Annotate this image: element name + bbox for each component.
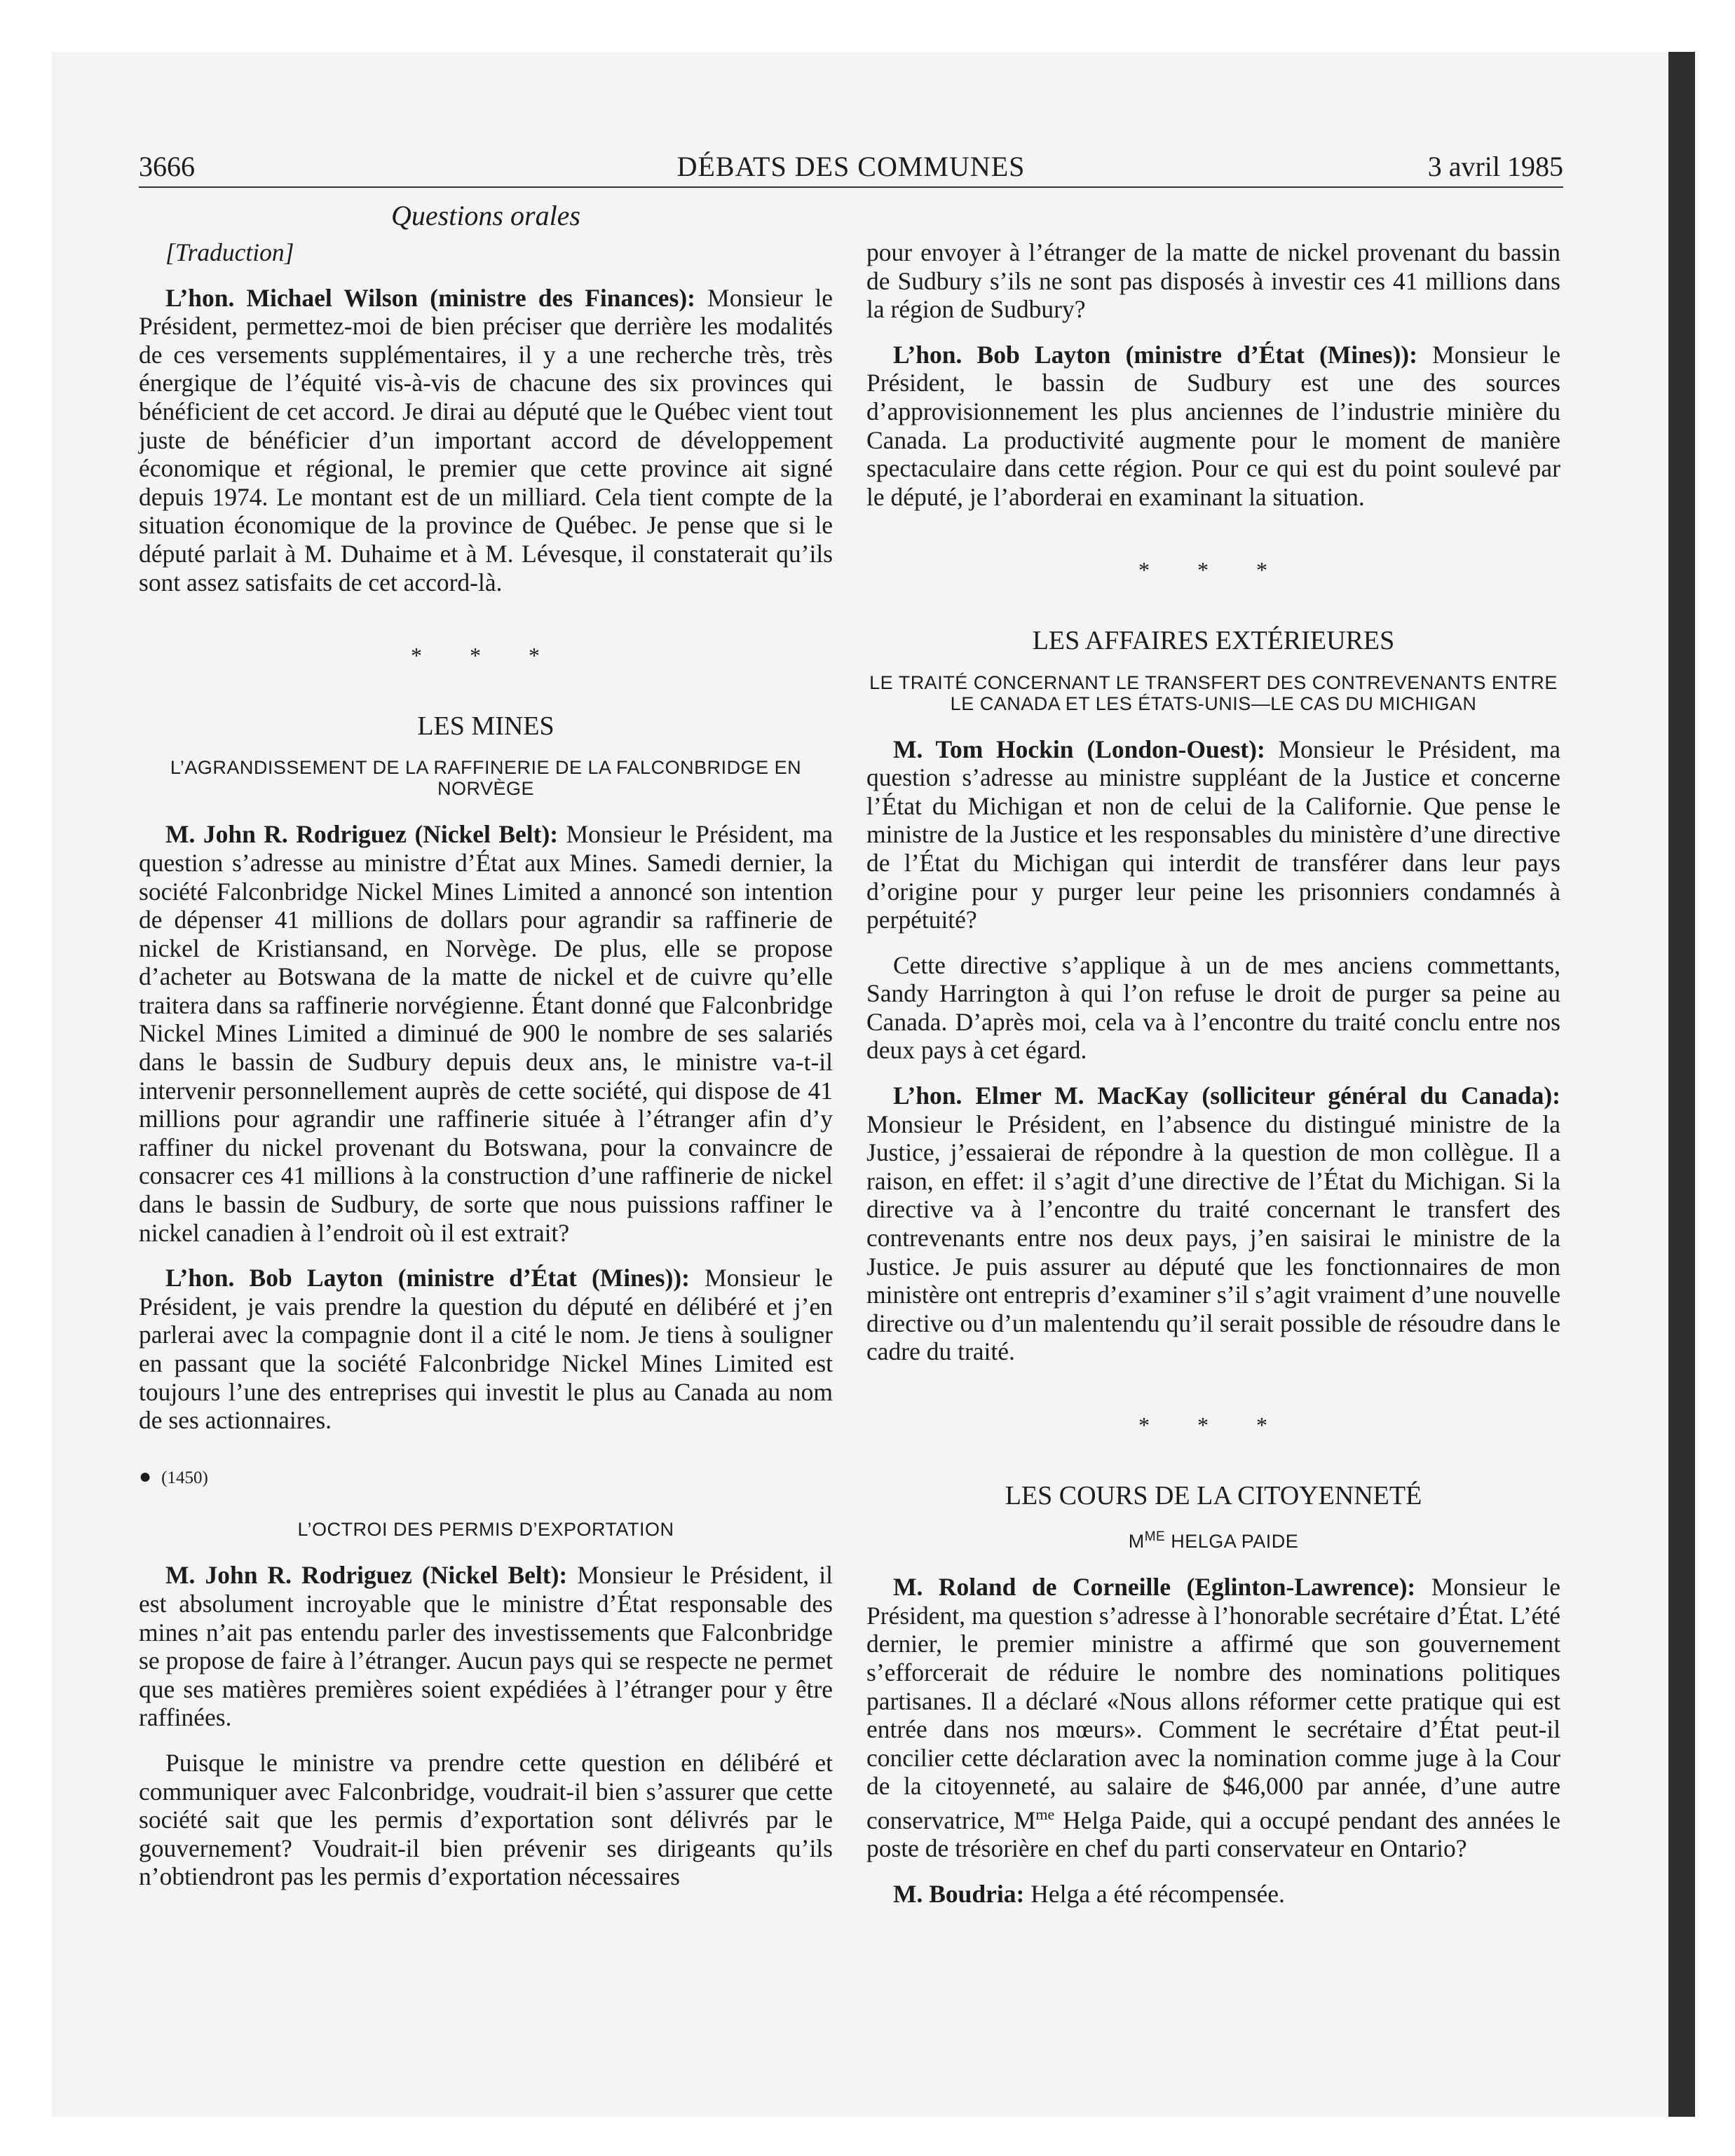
subsection-title-m: M (1128, 1531, 1145, 1553)
speech-text: Monsieur le Président, il est absolument incroyable que le ministre d’État responsable des mines n’ait pas entendu parler des investissements que Falconbridge se propose de faire à l’étranger. Aucun pays qui se respecte ne permet que ses matières premières soient expédiées à l’étranger pour y être raffinées. (139, 1561, 833, 1732)
superscript: me (1035, 1805, 1055, 1823)
speech-paragraph (866, 735, 1560, 934)
subsection-title: L’OCTROI DES PERMIS D’EXPORTATION (297, 1519, 674, 1541)
issue-date: 3 avril 1985 (1427, 151, 1563, 182)
speaker-name: M. Roland de Corneille (Eglinton-Lawrence): (893, 1573, 1416, 1602)
speech-text: Monsieur le Président, le bassin de Sudbury est une des sources d’approvisionnement les plus anciennes de l’industrie minière du Canada. La productivité augmente pour le moment de manière spectaculaire dans cette région. Pour ce qui est du point soulevé par le député, je l’aborderai en examinant la situation. (866, 340, 1560, 511)
speaker-name: M. Boudria: (893, 1879, 1025, 1908)
speech-paragraph (139, 1561, 833, 1732)
speech-paragraph (139, 1264, 833, 1435)
subsection-title-rest: HELGA PAIDE (1165, 1531, 1299, 1553)
speaker-name: M. Tom Hockin (London-Ouest): (893, 735, 1265, 763)
speech-paragraph: Cette directive s’applique à un de mes anciens commettants, Sandy Harrington à qui l’on refuse le droit de purger sa peine au Canada. D’après moi, cela va à l’encontre du traité conclu entre nos deux pays à cet égard. (866, 950, 1560, 1065)
speech-text: Monsieur le Président, ma question s’adresse au ministre suppléant de la Justice et concerne l’État du Michigan et non de celui de la Californie. Que pense le ministre de la Justice et les responsables du ministère d’une directive de l’État du Michigan qui interdit de transférer dans leur pays d’origine pour y purger leur peine les prisonniers condamnés à perpétuité? (866, 735, 1560, 934)
section-divider: * * * (1138, 1412, 1288, 1438)
subsection-title-sup: ME (1144, 1529, 1166, 1545)
timestamp (139, 1463, 833, 1493)
running-header (139, 144, 1563, 188)
speech-paragraph: Puisque le ministre va prendre cette question en délibéré et communiquer avec Falconbridge, voudrait-il bien s’assurer que cette société sait que les permis d’exportation sont délivrés par le gouvernement? Voudrait-il bien prévenir ses dirigeants qu’ils n’obtiendront pas les permis d’exportation nécessaires (139, 1748, 833, 1891)
section-title: LES MINES (417, 711, 554, 741)
section-title: LES COURS DE LA CITOYENNETÉ (1005, 1480, 1422, 1510)
speaker-name: L’hon. Michael Wilson (ministre des Finances): (165, 283, 696, 312)
section-title: LES AFFAIRES EXTÉRIEURES (1032, 625, 1395, 655)
section-divider: * * * (411, 643, 561, 669)
speaker-name: L’hon. Bob Layton (ministre d’État (Mines)): (165, 1264, 690, 1292)
speech-paragraph (139, 820, 833, 1247)
publication-title: DÉBATS DES COMMUNES (676, 151, 1026, 182)
speaker-name: L’hon. Bob Layton (ministre d’État (Mines)): (893, 340, 1417, 369)
speaker-name: M. John R. Rodriguez (Nickel Belt): (165, 820, 559, 849)
speech-text: Helga Paide, qui a occupé pendant des années le poste de trésorière en chef du parti conservateur en Ontario? (866, 1806, 1560, 1863)
speech-paragraph (866, 1573, 1560, 1863)
speech-text: Monsieur le Président, en l’absence du distingué ministre de la Justice, j’essaierai de répondre à la question de mon collègue. Il a raison, en effet: il s’agit d’une directive de l’État du Michigan. Si la directive va à l’encontre du traité concernant le transfert des contrevenants entre nos deux pays, j’en saisirai le ministre de la Justice. Je puis assurer au député que les fonctionnaires de mon ministère ont entrepris d’examiner s’il s’agit vraiment d’une nouvelle directive ou d’un malentendu qu’il serait possible de résoudre dans le cadre du traité. (866, 1110, 1560, 1366)
left-column (139, 238, 833, 1908)
speech-text: Helga a été récompensée. (1024, 1879, 1285, 1908)
page-number: 3666 (139, 151, 195, 182)
subsection-title: L’AGRANDISSEMENT DE LA RAFFINERIE DE LA FALCONBRIDGE EN NORVÈGE (170, 757, 802, 800)
scan-edge (1668, 52, 1695, 2117)
speech-paragraph (866, 341, 1560, 512)
speech-paragraph: pour envoyer à l’étranger de la matte de nickel provenant du bassin de Sudbury s’ils ne sont pas disposés à investir ces 41 millions dans la région de Sudbury? (866, 238, 1560, 324)
section-heading: Questions orales (391, 200, 580, 231)
right-column (866, 238, 1560, 1925)
speech-paragraph (139, 284, 833, 597)
subsection-title (866, 1527, 1560, 1552)
speech-text: Monsieur le Président, je vais prendre la question du député en délibéré et j’en parlerai avec la compagnie dont il a cité le nom. Je tiens à souligner en passant que la société Falconbridge Nickel Mines Limited est toujours l’une des entreprises qui investit le plus au Canada au nom de ses actionnaires. (139, 1264, 833, 1435)
speaker-name: M. John R. Rodriguez (Nickel Belt): (165, 1561, 568, 1590)
speech-text: Monsieur le Président, permettez-moi de bien préciser que derrière les modalités de ces versements supplémentaires, il y a une recherche très, très énergique de l’équité vis-à-vis de chacune des six provinces qui bénéficient de cet accord. Je dirai au député que le Québec vient tout juste de bénéficier d’un important accord de développement économique et régional, le premier que cette province ait signé depuis 1974. Le montant est de un milliard. Cela tient compte de la situation économique de la province de Québec. Je pense que si le député parlait à M. Duhaime et à M. Lévesque, il constaterait qu’ils sont assez satisfaits de cet accord-là. (139, 283, 833, 596)
timestamp-text: (1450) (161, 1468, 208, 1487)
bullet-icon: ● (139, 1464, 152, 1488)
speaker-name: L’hon. Elmer M. MacKay (solliciteur général du Canada): (893, 1082, 1560, 1110)
subsection-title: LE TRAITÉ CONCERNANT LE TRANSFERT DES CONTREVENANTS ENTRE LE CANADA ET LES ÉTATS-UNIS—LE CAS DU MICHIGAN (869, 671, 1558, 714)
speech-paragraph (866, 1082, 1560, 1366)
speech-paragraph (866, 1880, 1560, 1909)
translation-note: [Traduction] (165, 238, 294, 266)
speech-text: Monsieur le Président, ma question s’adresse à l’honorable secrétaire d’État. L’été dernier, le premier ministre a affirmé que son gouvernement s’efforcerait de réduire le nombre des nominations politiques partisanes. Il a déclaré «Nous allons réformer cette pratique qui est entrée dans nos mœurs». Comment le secrétaire d’État peut-il concilier cette déclaration avec la nomination comme juge à la Cour de la citoyenneté, au salaire de $46,000 par année, d’une autre conservatrice, M (866, 1573, 1560, 1834)
section-divider: * * * (1138, 557, 1288, 583)
speech-text: Monsieur le Président, ma question s’adresse au ministre d’État aux Mines. Samedi dernier, la société Falconbridge Nickel Mines Limited a annoncé son intention de dépenser 41 millions de dollars pour agrandir sa raffinerie de nickel de Kristiansand, en Norvège. De plus, elle se propose d’acheter au Botswana de la matte de nickel et de cuivre qu’elle traitera dans sa raffinerie norvégienne. Étant donné que Falconbridge Nickel Mines Limited a diminué de 900 le nombre de ses salariés dans le bassin de Sudbury depuis deux ans, le ministre va-t-il intervenir personnellement auprès de cette société, qui dispose de 41 millions pour agrandir une raffinerie située à l’étranger afin d’y raffiner du nickel provenant du Botswana, pour la convaincre de consacrer ces 41 millions à la construction d’une raffinerie de nickel dans le bassin de Sudbury, de sorte que nous puissions raffiner le nickel canadien à l’endroit où il est extrait? (139, 820, 834, 1247)
